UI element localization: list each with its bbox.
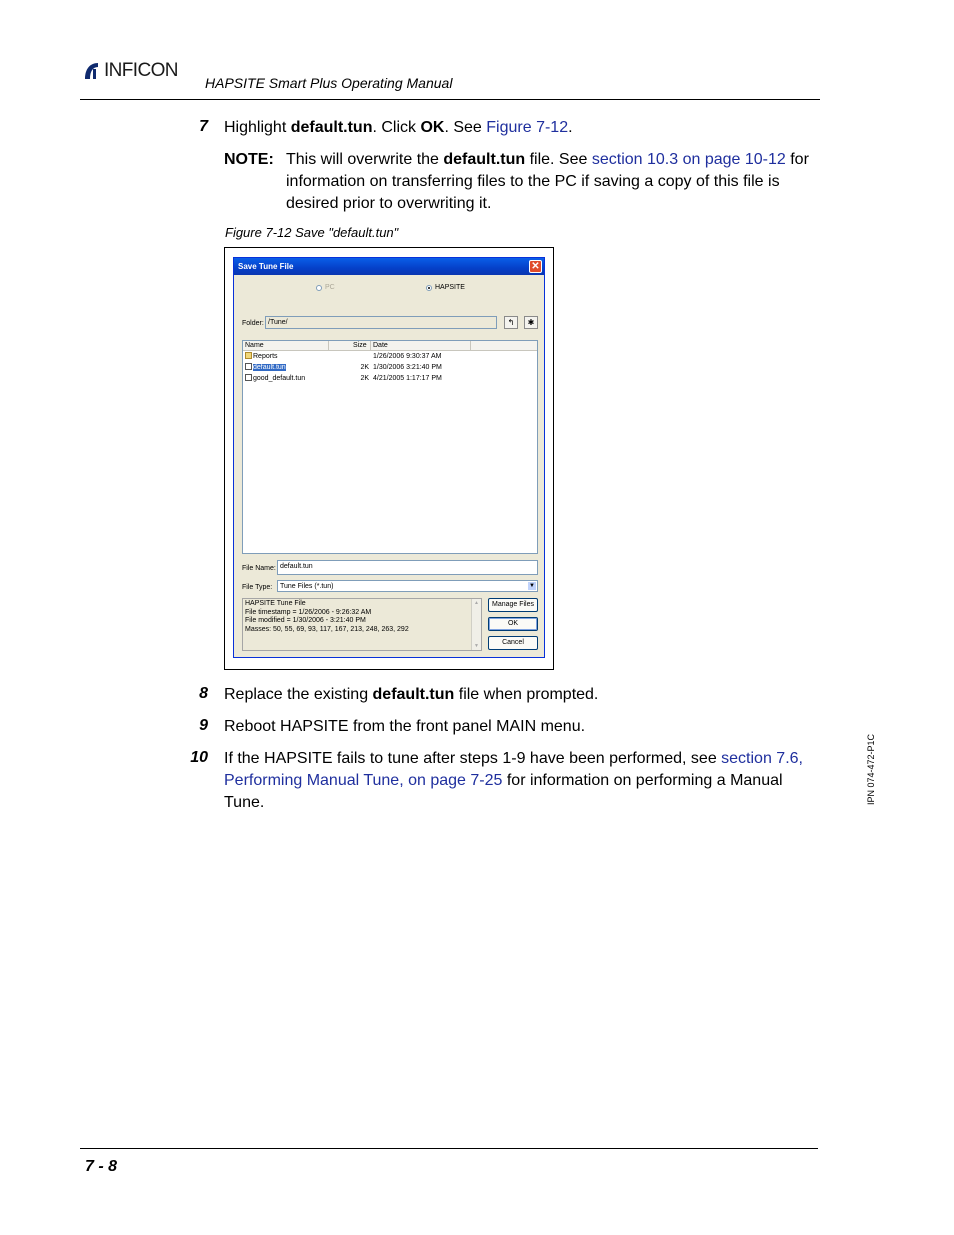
step-10-text: If the HAPSITE fails to tune after steps 1-9 have been performed, see section 7.6, Performing Manual Tune, on page 7-25 for information on performing a Manual Tune. — [224, 750, 803, 811]
note-label: NOTE: — [224, 151, 274, 168]
note-text: This will overwrite the default.tun file. See section 10.3 on page 10-12 for information on transferring files to the PC if saving a copy of this file is desired prior to overwriting it. — [286, 151, 809, 212]
file-list-header — [243, 341, 537, 351]
file-list[interactable] — [242, 340, 538, 554]
step-9-text: Reboot HAPSITE from the front panel MAIN menu. — [224, 718, 586, 735]
column-blank — [471, 341, 537, 350]
radio-pc-dot[interactable] — [316, 285, 322, 291]
logo-text: INFICON — [104, 60, 178, 81]
column-size[interactable]: Size — [329, 341, 371, 350]
new-folder-icon[interactable]: ✱ — [524, 316, 538, 329]
manage-files-button[interactable]: Manage Files — [488, 598, 538, 612]
chevron-down-icon[interactable]: ▼ — [529, 583, 535, 589]
folder-label: Folder: — [242, 320, 264, 327]
manual-title: HAPSITE Smart Plus Operating Manual — [205, 75, 453, 91]
folder-icon — [245, 352, 252, 359]
file-icon — [245, 363, 252, 370]
figure-caption: Figure 7-12 Save "default.tun" — [225, 225, 399, 240]
section-10-3-link[interactable]: section 10.3 on page 10-12 — [591, 151, 786, 168]
column-name[interactable]: Name — [243, 341, 329, 350]
up-folder-icon[interactable]: ↰ — [504, 316, 518, 329]
footer-divider — [80, 1148, 818, 1149]
scroll-down-icon[interactable]: ▼ — [474, 642, 479, 649]
radio-hapsite-dot[interactable] — [426, 285, 432, 291]
step-9-number: 9 — [199, 717, 208, 734]
radio-hapsite-label: HAPSITE — [435, 284, 465, 291]
radio-pc-label: PC — [325, 284, 335, 291]
step-7-text: Highlight default.tun. Click OK. See Figure 7-12. — [224, 119, 573, 136]
save-tune-file-dialog — [233, 257, 545, 658]
cancel-button[interactable]: Cancel — [488, 636, 538, 650]
file-name-input[interactable]: default.tun — [277, 560, 538, 575]
file-name-label: File Name: — [242, 565, 276, 572]
figure-7-12-link[interactable]: Figure 7-12 — [486, 119, 569, 136]
header-divider — [80, 99, 820, 100]
folder-field[interactable]: /Tune/ — [265, 316, 497, 329]
column-date[interactable]: Date — [371, 341, 471, 350]
step-8-text: Replace the existing default.tun file when prompted. — [224, 686, 599, 703]
radio-pc[interactable] — [316, 284, 335, 291]
step-8-number: 8 — [199, 685, 208, 702]
list-item[interactable]: good_default.tun 2K 4/21/2005 1:17:17 PM — [243, 373, 537, 384]
inficon-logo-icon — [82, 61, 102, 81]
dialog-titlebar — [234, 258, 544, 275]
page-number: 7 - 8 — [85, 1158, 118, 1175]
file-info-box: HAPSITE Tune File File timestamp = 1/26/2006 - 9:26:32 AM File modified = 1/30/2006 - 3:21:40 PM Masses: 50, 55, 69, 93, 117, 167, 213, 248, 263, 292 ▲ ▼ — [242, 598, 482, 651]
ipn-code: IPN 074-472-P1C — [866, 733, 876, 805]
inficon-logo — [82, 60, 178, 82]
step-10-number: 10 — [190, 749, 208, 766]
step-7-number: 7 — [199, 118, 208, 135]
info-scrollbar[interactable] — [471, 599, 481, 650]
section-7-6-link[interactable]: section 7.6, Performing Manual Tune, on page 7-25 — [224, 750, 803, 789]
file-icon — [245, 374, 252, 381]
list-item[interactable]: Reports 1/26/2006 9:30:37 AM — [243, 351, 537, 362]
file-type-label: File Type: — [242, 584, 273, 591]
dialog-title: Save Tune File — [238, 262, 294, 271]
radio-hapsite[interactable] — [426, 284, 465, 291]
scroll-up-icon[interactable]: ▲ — [474, 600, 479, 606]
list-item-selected[interactable]: default.tun 2K 1/30/2006 3:21:40 PM — [243, 362, 537, 373]
ok-button[interactable]: OK — [488, 617, 538, 631]
file-type-select[interactable]: Tune Files (*.tun) ▼ — [277, 580, 538, 592]
close-icon[interactable]: ✕ — [529, 260, 542, 273]
